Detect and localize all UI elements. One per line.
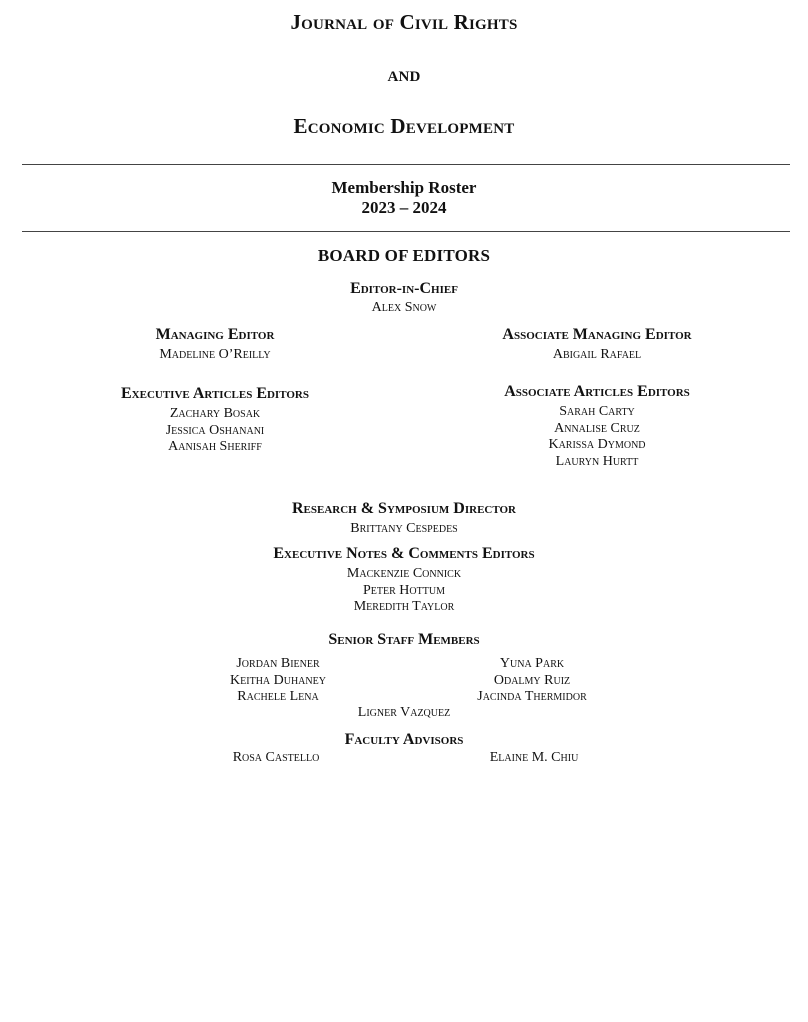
senior-staff-heading [0, 631, 808, 649]
senior-staff-right-column [432, 656, 632, 706]
managing-editor-section [65, 326, 365, 364]
associate-managing-editor-title: Associate Managing Editor [502, 326, 692, 343]
faculty-advisor-name: Elaine M. Chiu [489, 750, 579, 765]
executive-articles-editors-title: Executive Articles Editors [121, 385, 309, 402]
roster-years: 2023 – 2024 [361, 198, 447, 217]
managing-editor-title: Managing Editor [155, 326, 275, 343]
senior-staff-name: Odalmy Ruiz [493, 672, 571, 688]
research-symposium-director-title: Research & Symposium Director [292, 500, 516, 517]
senior-staff-name: Ligner Vazquez [357, 705, 451, 720]
journal-title-line-2: and [387, 62, 421, 86]
executive-notes-comments-editor-name: Peter Hottum [363, 582, 445, 598]
editor-in-chief-title: Editor-in-Chief [350, 280, 458, 297]
senior-staff-title: Senior Staff Members [328, 631, 480, 648]
journal-title-line-3: Economic Development [293, 114, 515, 138]
faculty-advisors-title: Faculty Advisors [344, 731, 464, 748]
executive-articles-editor-name: Zachary Bosak [169, 406, 261, 421]
associate-articles-editor-name: Karissa Dymond [548, 437, 646, 452]
executive-articles-editor-name: Aanisah Sheriff [168, 439, 262, 454]
executive-notes-comments-editors-section [0, 545, 808, 616]
faculty-advisors-left [176, 750, 376, 767]
associate-articles-editors-title: Associate Articles Editors [504, 383, 690, 400]
executive-notes-comments-editor-name: Meredith Taylor [353, 599, 455, 614]
associate-articles-editor-name: Annalise Cruz [554, 420, 640, 436]
faculty-advisors-heading [0, 731, 808, 749]
senior-staff-name: Jacinda Thermidor [477, 689, 587, 704]
research-symposium-director-section [0, 500, 808, 538]
top-divider [22, 164, 790, 165]
associate-articles-editor-name: Lauryn Hurtt [555, 453, 639, 469]
board-of-editors-heading: BOARD OF EDITORS [317, 246, 491, 265]
associate-managing-editor-name: Abigail Rafael [552, 347, 642, 362]
senior-staff-center [0, 705, 808, 722]
roster-title: Membership Roster [331, 178, 477, 197]
senior-staff-name: Yuna Park [499, 656, 565, 671]
associate-managing-editor-section [447, 326, 747, 364]
senior-staff-name: Rachele Lena [237, 689, 319, 704]
executive-articles-editors-section [65, 385, 365, 456]
editor-in-chief-name: Alex Snow [371, 300, 437, 315]
associate-articles-editor-name: Sarah Carty [559, 404, 635, 419]
senior-staff-name: Keitha Duhaney [230, 672, 326, 688]
senior-staff-left-column [178, 656, 378, 706]
faculty-advisor-name: Rosa Castello [232, 750, 320, 765]
executive-notes-comments-editor-name: Mackenzie Connick [346, 566, 462, 581]
editor-in-chief-section [0, 280, 808, 317]
managing-editor-name: Madeline O’Reilly [159, 347, 271, 362]
journal-title-line-1: Journal of Civil Rights [290, 10, 518, 34]
faculty-advisors-right [434, 750, 634, 767]
executive-articles-editor-name: Jessica Oshanani [165, 422, 265, 438]
executive-notes-comments-editors-title: Executive Notes & Comments Editors [273, 545, 535, 562]
bottom-divider [22, 231, 790, 232]
associate-articles-editors-section [447, 383, 747, 470]
senior-staff-name: Jordan Biener [236, 656, 320, 671]
research-symposium-director-name: Brittany Cespedes [350, 521, 458, 536]
